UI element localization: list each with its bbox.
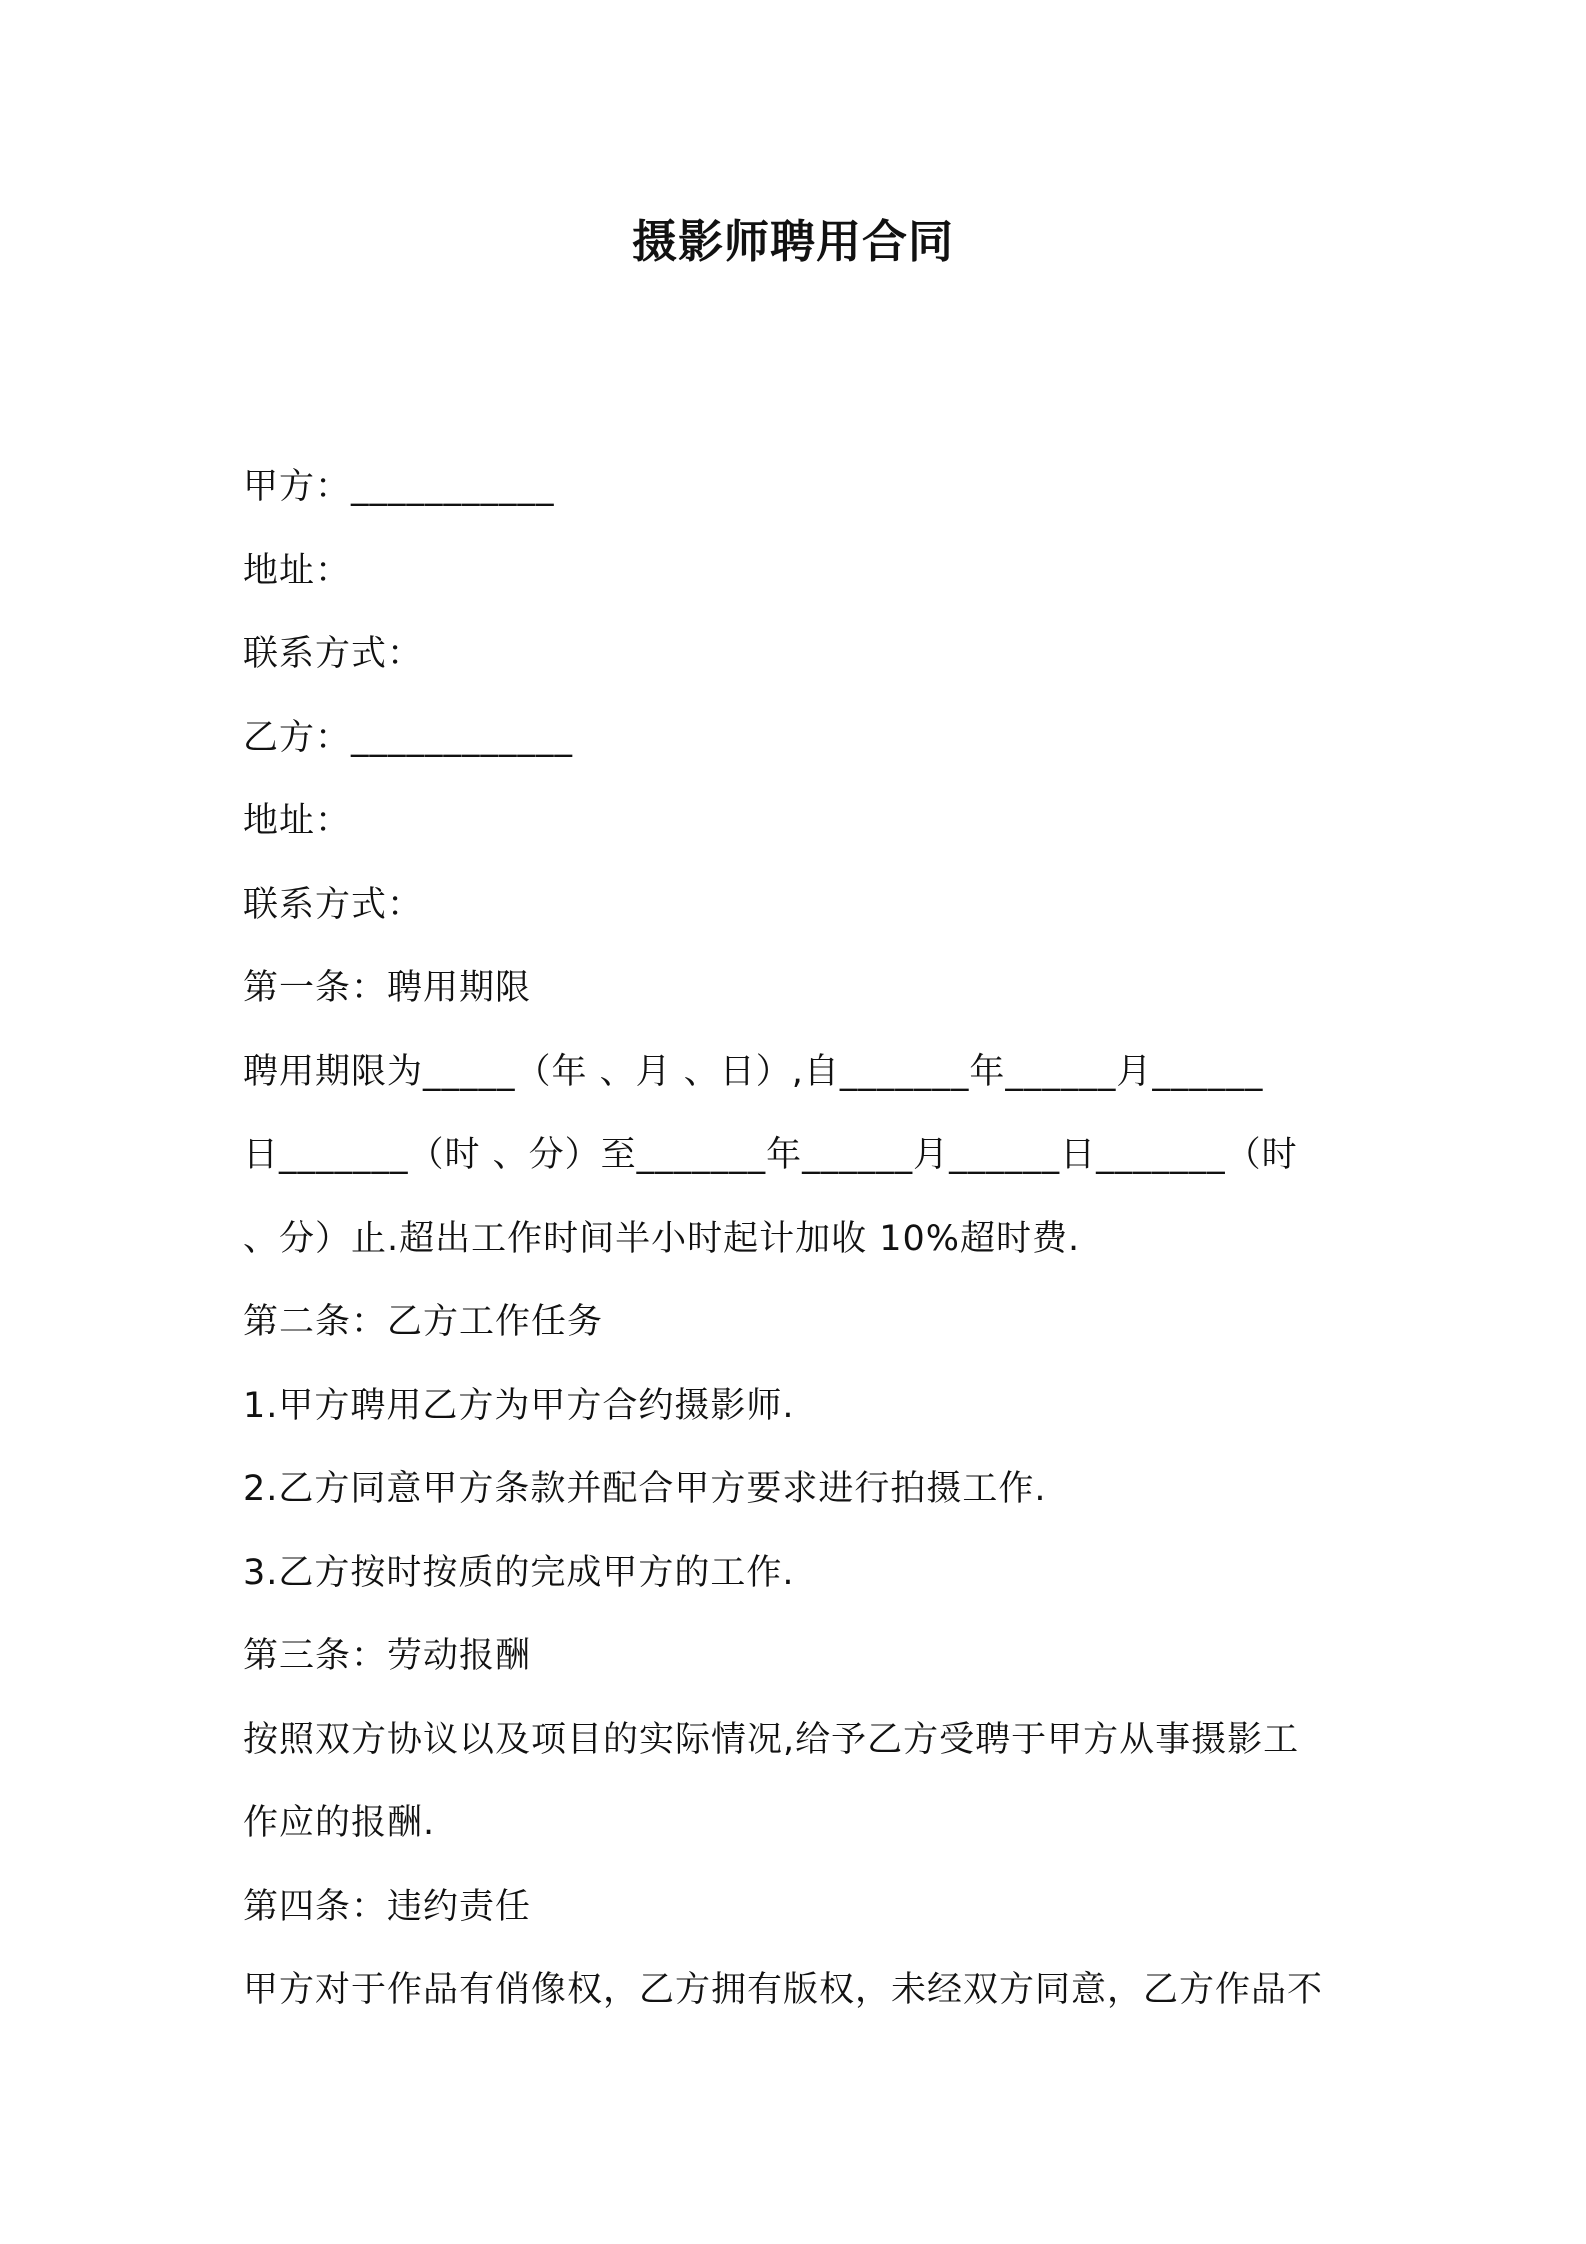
document-title: 摄影师聘用合同 [631, 215, 954, 268]
party-a-contact-line: 联系方式： [243, 634, 424, 674]
article-1-text-line-3: 、分）止.超出工作时间半小时起计加收 10%超时费. [243, 1218, 1081, 1259]
party-a-line: 甲方：___________ [243, 467, 555, 507]
party-b-address-line: 地址： [243, 801, 352, 841]
document-body [243, 446, 1358, 2033]
article-2-item-2: 2.乙方同意甲方条款并配合甲方要求进行拍摄工作. [243, 1469, 1047, 1509]
party-b-contact-line: 联系方式： [243, 884, 424, 925]
article-4-text-line-1: 甲方对于作品有俏像权，乙方拥有版权，未经双方同意，乙方作品不 [243, 1970, 1324, 2010]
article-1-text-line-1: 聘用期限为_____（年 、月 、日）,自_______年______月______ [243, 1051, 1264, 1092]
article-3-text-line-1: 按照双方协议以及项目的实际情况,给予乙方受聘于甲方从事摄影工 [243, 1719, 1300, 1760]
article-2-heading: 第二条：乙方工作任务 [243, 1302, 604, 1342]
article-3-text-line-2: 作应的报酬. [243, 1803, 436, 1843]
article-3-heading: 第三条：劳动报酬 [243, 1636, 532, 1676]
article-4-heading: 第四条：违约责任 [243, 1886, 532, 1927]
article-1-heading: 第一条：聘用期限 [243, 968, 532, 1008]
article-1-text-line-2: 日_______（时 、分）至_______年______月______日_______（时 [243, 1135, 1298, 1175]
article-2-item-1: 1.甲方聘用乙方为甲方合约摄影师. [243, 1385, 795, 1426]
party-a-address-line: 地址： [243, 550, 352, 591]
article-2-item-3: 3.乙方按时按质的完成甲方的工作. [243, 1552, 795, 1593]
party-b-line: 乙方：____________ [243, 717, 574, 758]
